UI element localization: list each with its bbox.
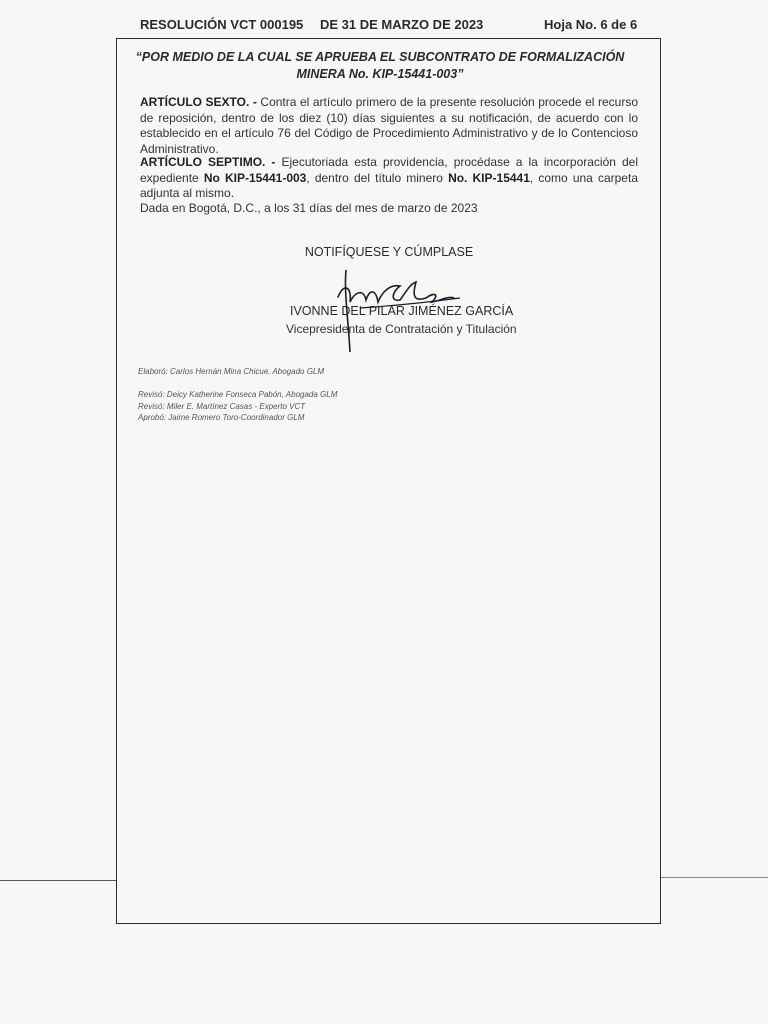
signer-role: Vicepresidenta de Contratación y Titulación: [286, 322, 517, 336]
page-edge-line-right: [661, 877, 768, 878]
footer-aprobo: Aprobó: Jaime Romero Toro-Coordinador GLM: [138, 413, 305, 422]
articulo-septimo-text3: , como una carpeta adjunta al mismo.: [140, 170, 638, 200]
titulo-number: No. KIP-15441: [448, 170, 530, 185]
resolution-title: “POR MEDIO DE LA CUAL SE APRUEBA EL SUBCONTRATO DE FORMALIZACIÓN MINERA No. KIP-15441-003”: [135, 50, 625, 81]
articulo-septimo-text2: , dentro del título minero: [306, 170, 443, 185]
signer-name: IVONNE DEL PILAR JIMÉNEZ GARCÍA: [290, 304, 514, 318]
expediente-number: No KIP-15441-003: [203, 170, 307, 185]
resolution-date: DE 31 DE MARZO DE 2023: [320, 17, 484, 32]
footer-reviso-2: Revisó: Miler E. Martínez Casas - Experto VCT: [138, 402, 306, 411]
articulo-sexto-label: ARTÍCULO SEXTO. -: [140, 95, 257, 109]
resolution-number: RESOLUCIÓN VCT 000195: [140, 17, 304, 32]
articulo-sexto: [140, 95, 638, 157]
footer-elaboro: Elaboró: Carlos Hernán Mina Chicue. Abogado GLM: [138, 367, 325, 376]
page-number: Hoja No. 6 de 6: [544, 17, 638, 32]
footer-reviso-1: Revisó: Deicy Katherine Fonseca Pabón, Abogada GLM: [138, 390, 338, 399]
notifiquese-heading: NOTIFÍQUESE Y CÚMPLASE: [304, 245, 474, 259]
articulo-sexto-text: Contra el artículo primero de la presente resolución procede el recurso de reposición, dentro de los diez (10) días siguientes a su notificación, de acuerdo con lo establecido en el artículo 76 del Código de Procedimiento Administrativo y de lo Contencioso Administrativo.: [140, 95, 639, 156]
page-edge-line-left: [0, 880, 116, 881]
dada-en: Dada en Bogotá, D.C., a los 31 días del mes de marzo de 2023: [140, 201, 478, 215]
articulo-septimo: [140, 155, 638, 202]
articulo-septimo-label: ARTÍCULO SEPTIMO. -: [140, 155, 276, 169]
articulo-septimo-text1: Ejecutoriada esta providencia, procédase a la incorporación del expediente: [140, 155, 638, 185]
